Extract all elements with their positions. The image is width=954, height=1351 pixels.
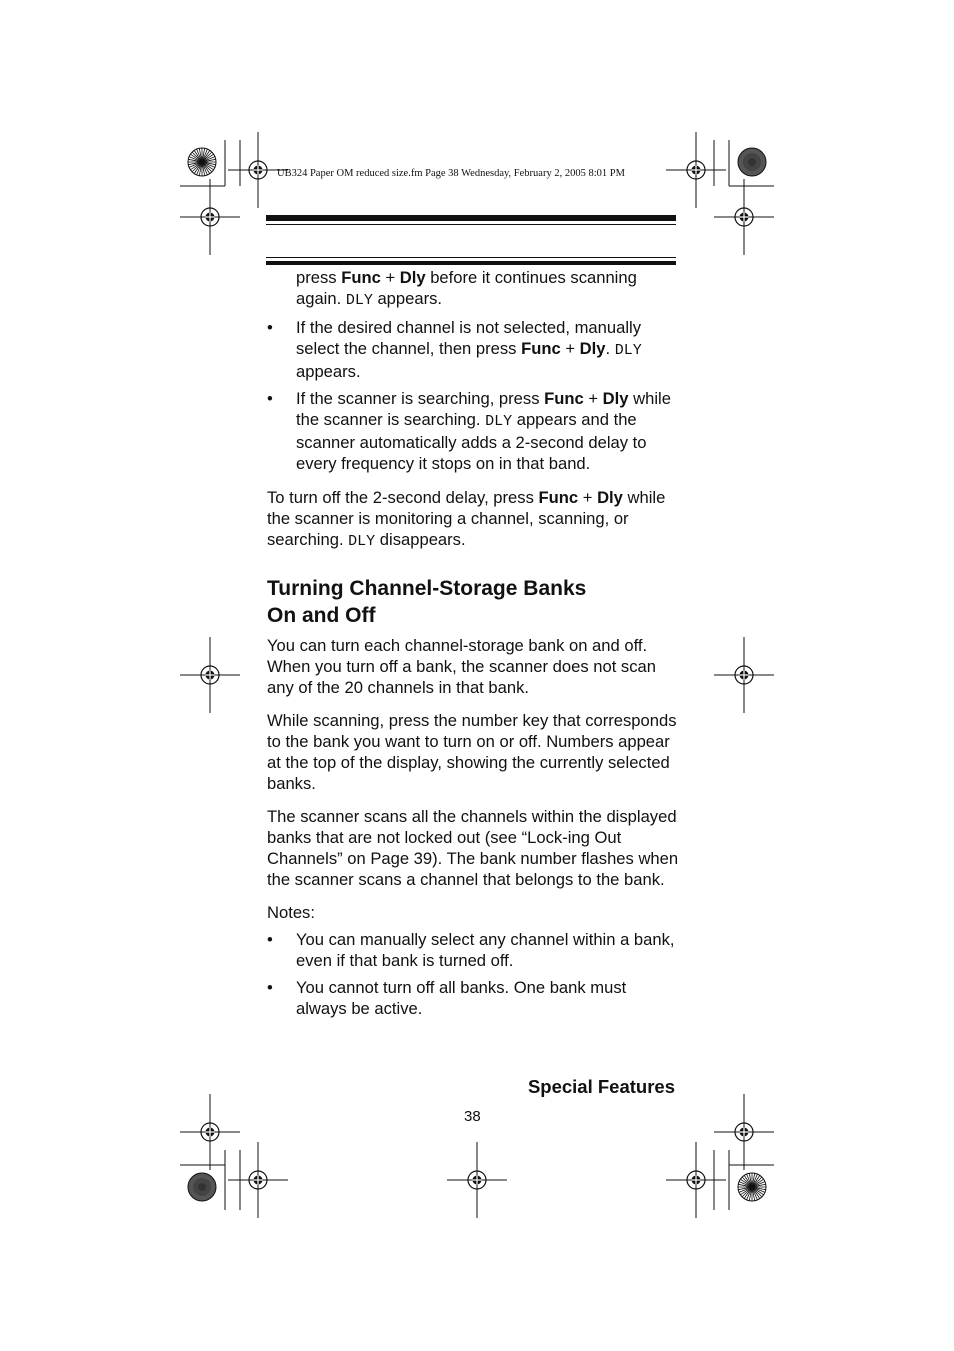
list-item: • If the scanner is searching, press Func + Dly while the scanner is searching. DLY appears and the scanner automatically adds a 2-second delay to every frequency it stops on in that band. [267, 389, 671, 473]
file-slug-header: UB324 Paper OM reduced size.fm Page 38 Wednesday, February 2, 2005 8:01 PM [277, 168, 625, 179]
footer-section-title: Special Features [527, 1076, 675, 1097]
notes-label: Notes: [267, 903, 315, 922]
bullet: • [267, 930, 273, 949]
page-body [267, 267, 679, 1019]
header-rule-thin [266, 224, 676, 225]
list-item: • You cannot turn off all banks. One bank must always be active. [267, 978, 627, 1018]
banks-intro-paragraph: You can turn each channel-storage bank on and off. When you turn off a bank, the scanner does not scan any of the 20 channels in that bank. [267, 636, 656, 697]
continued-paragraph: press Func + Dly before it continues scanning again. DLY appears. [296, 268, 637, 309]
bullet: • [267, 318, 273, 337]
header-rule-thick [266, 215, 676, 221]
section-heading: Turning Channel-Storage Banks On and Off [267, 577, 587, 627]
delay-off-paragraph: To turn off the 2-second delay, press Func + Dly while the scanner is monitoring a channel, scanning, or searching. DLY disappears. [267, 488, 666, 550]
page-number: 38 [464, 1108, 481, 1125]
list-item: • If the desired channel is not selected, manually select the channel, then press Func + Dly. DLY appears. [267, 318, 642, 381]
bullet: • [267, 978, 273, 997]
banks-scanning-paragraph: While scanning, press the number key that corresponds to the bank you want to turn on or off. Numbers appear at the top of the display, showing the currently selected banks. [267, 711, 677, 793]
header-rule-thick-lower [266, 261, 676, 265]
bullet: • [267, 389, 273, 408]
list-item: • You can manually select any channel within a bank, even if that bank is turned off. [267, 930, 675, 970]
header-rule-thin-lower [266, 257, 676, 258]
banks-scan-behavior-paragraph: The scanner scans all the channels within the displayed banks that are not locked out (see “Lock-ing Out Channels” on Page 39). The bank number flashes when the scanner scans a channel that belongs to the bank. [267, 807, 679, 889]
